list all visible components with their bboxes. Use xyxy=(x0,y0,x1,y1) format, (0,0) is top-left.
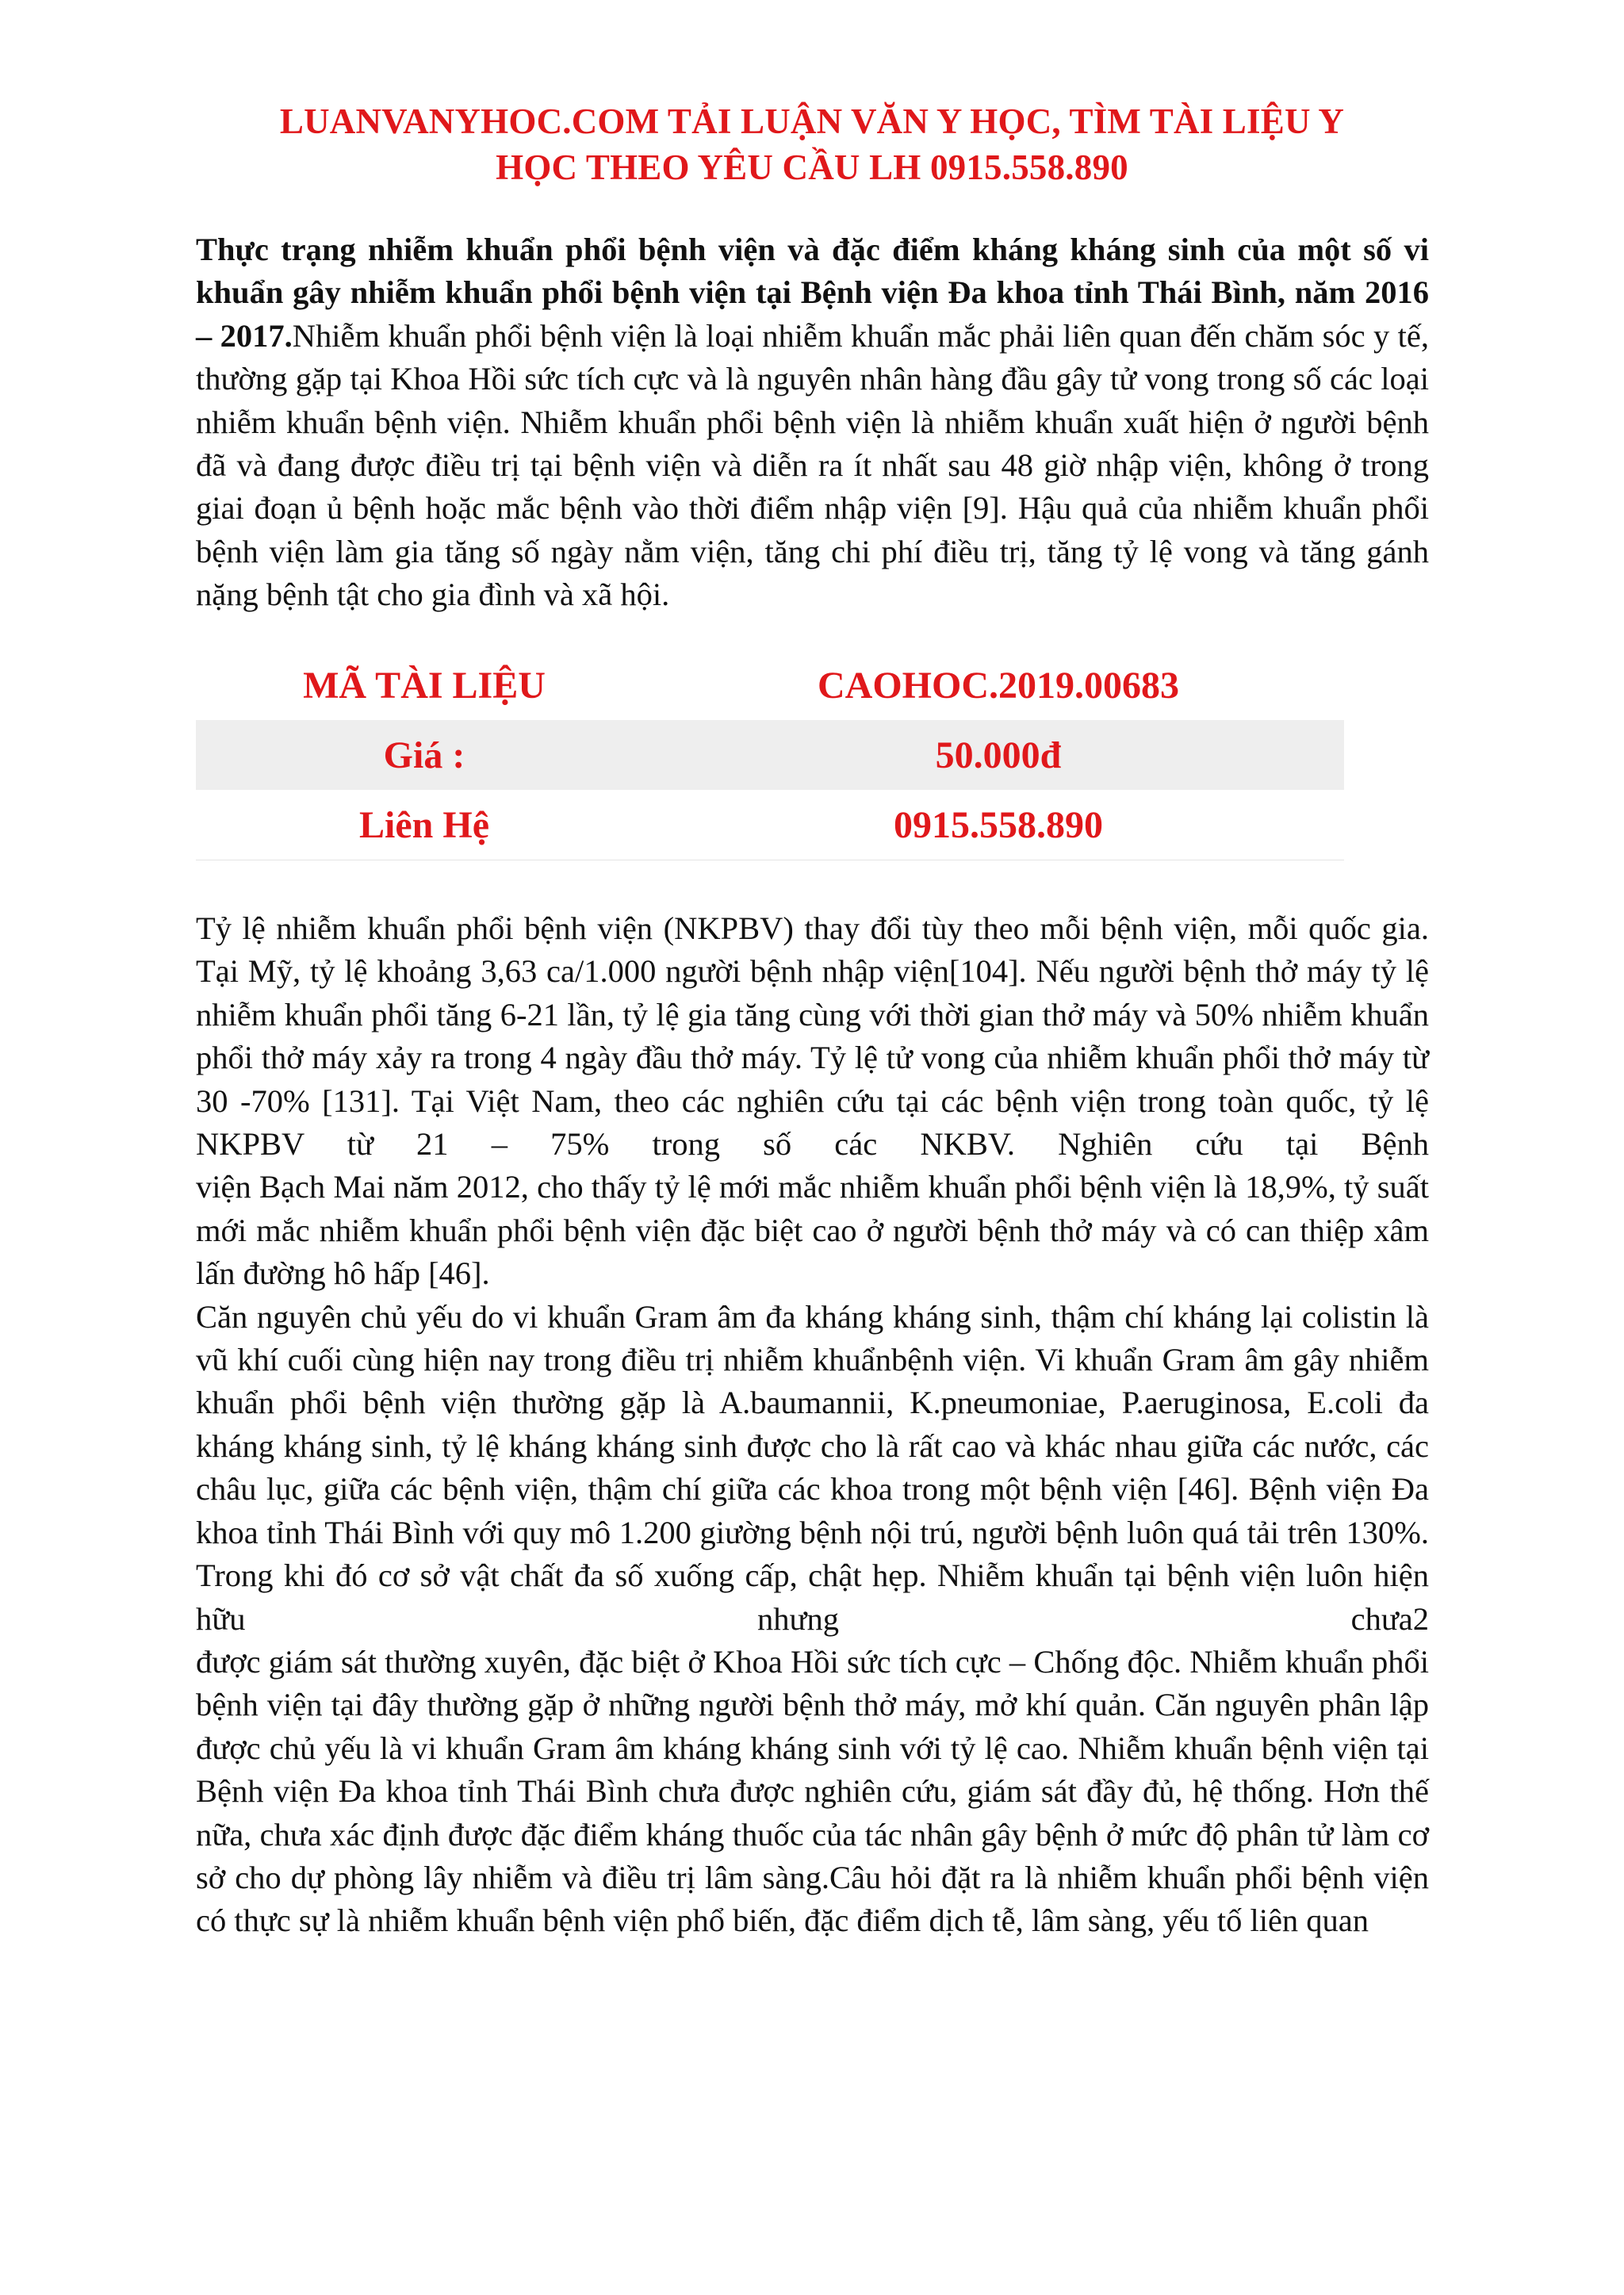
header-line-1: LUANVANYHOC.COM TẢI LUẬN VĂN Y HỌC, TÌM TÀI LIỆU Y xyxy=(279,102,1345,141)
intro-title: Thực trạng nhiễm khuẩn phổi bệnh viện và đặc điểm kháng kháng sinh của một số vi khuẩn gây nhiễm khuẩn phổi bệnh viện tại Bệnh viện Đa khoa tỉnh Thái Bình, năm 2016 – 2017. xyxy=(196,232,1429,354)
code-value: CAOHOC.2019.00683 xyxy=(818,664,1179,707)
info-row-contact xyxy=(196,790,1344,860)
main-text xyxy=(196,907,1429,1943)
main-paragraph-4: được giám sát thường xuyên, đặc biệt ở Khoa Hồi sức tích cực – Chống độc. Nhiễm khuẩn phổi bệnh viện tại đây thường gặp ở những người bệnh thở máy, mở khí quản. Căn nguyên phân lập được chủ yếu là vi khuẩn Gram âm kháng kháng sinh với tỷ lệ cao. Nhiễm khuẩn bệnh viện tại Bệnh viện Đa khoa tỉnh Thái Bình chưa được nghiên cứu, giám sát đầy đủ, hệ thống. Hơn thế nữa, chưa xác định được đặc điểm kháng thuốc của tác nhân gây bệnh ở mức độ phân tử làm cơ sở cho dự phòng lây nhiễm và điều trị lâm sàng.Câu hỏi đặt ra là nhiễm khuẩn phổi bệnh viện có thực sự là nhiễm khuẩn bệnh viện phổ biến, đặc điểm dịch tễ, lâm sàng, yếu tố liên quan xyxy=(196,1643,1429,1939)
info-row-price xyxy=(196,720,1344,790)
intro-paragraph xyxy=(196,228,1429,617)
code-label: MÃ TÀI LIỆU xyxy=(303,664,546,707)
contact-label: Liên Hệ xyxy=(359,803,489,846)
page-header xyxy=(182,98,1442,190)
header-line-2: HỌC THEO YÊU CẦU LH 0915.558.890 xyxy=(496,148,1128,187)
main-paragraph-1: Tỷ lệ nhiễm khuẩn phổi bệnh viện (NKPBV) thay đổi tùy theo mỗi bệnh viện, mỗi quốc gia. Tại Mỹ, tỷ lệ khoảng 3,63 ca/1.000 người bệnh nhập viện[104]. Nếu người bệnh thở máy tỷ lệ nhiễm khuẩn phổi tăng 6-21 lần, tỷ lệ gia tăng cùng với thời gian thở máy và 50% nhiễm khuẩn phổi thở máy xảy ra trong 4 ngày đầu thở máy. Tỷ lệ tử vong của nhiễm khuẩn phổi thở máy từ 30 -70% [131]. Tại Việt Nam, theo các nghiên cứu tại các bệnh viện trong toàn quốc, tỷ lệ NKPBV từ 21 – 75% trong số các NKBV. Nghiên cứu tại Bệnh xyxy=(196,910,1429,1163)
price-label: Giá : xyxy=(383,734,465,776)
intro-text: Nhiễm khuẩn phổi bệnh viện là loại nhiễm khuẩn mắc phải liên quan đến chăm sóc y tế, thường gặp tại Khoa Hồi sức tích cực và là nguyên nhân hàng đầu gây tử vong trong số các loại nhiễm khuẩn bệnh viện. Nhiễm khuẩn phổi bệnh viện là nhiễm khuẩn xuất hiện ở người bệnh đã và đang được điều trị tại bệnh viện và diễn ra ít nhất sau 48 giờ nhập viện, không ở trong giai đoạn ủ bệnh hoặc mắc bệnh vào thời điểm nhập viện [9]. Hậu quả của nhiễm khuẩn phổi bệnh viện làm gia tăng số ngày nằm viện, tăng chi phí điều trị, tăng tỷ lệ vong và tăng gánh nặng bệnh tật cho gia đình và xã hội. xyxy=(196,317,1430,613)
contact-value: 0915.558.890 xyxy=(894,803,1103,846)
price-value: 50.000đ xyxy=(935,734,1062,776)
document-info-table xyxy=(196,650,1344,860)
info-row-code xyxy=(196,650,1344,720)
main-paragraph-2: viện Bạch Mai năm 2012, cho thấy tỷ lệ mới mắc nhiễm khuẩn phổi bệnh viện là 18,9%, tỷ suất mới mắc nhiễm khuẩn phổi bệnh viện đặc biệt cao ở người bệnh thở máy và có can thiệp xâm lấn đường hô hấp [46]. xyxy=(196,1169,1429,1292)
main-paragraph-3: Căn nguyên chủ yếu do vi khuẩn Gram âm đa kháng kháng sinh, thậm chí kháng lại colistin là vũ khí cuối cùng hiện nay trong điều trị nhiễm khuẩnbệnh viện. Vi khuẩn Gram âm gây nhiễm khuẩn phổi bệnh viện thường gặp là A.baumannii, K.pneumoniae, P.aeruginosa, E.coli đa kháng kháng sinh, tỷ lệ kháng kháng sinh được cho là rất cao và khác nhau giữa các nước, các châu lục, giữa các bệnh viện, thậm chí giữa các khoa trong một bệnh viện [46]. Bệnh viện Đa khoa tỉnh Thái Bình với quy mô 1.200 giường bệnh nội trú, người bệnh luôn quá tải trên 130%. Trong khi đó cơ sở vật chất đa số xuống cấp, chật hẹp. Nhiễm khuẩn tại bệnh viện luôn hiện hữu nhưng chưa2 xyxy=(196,1298,1429,1637)
